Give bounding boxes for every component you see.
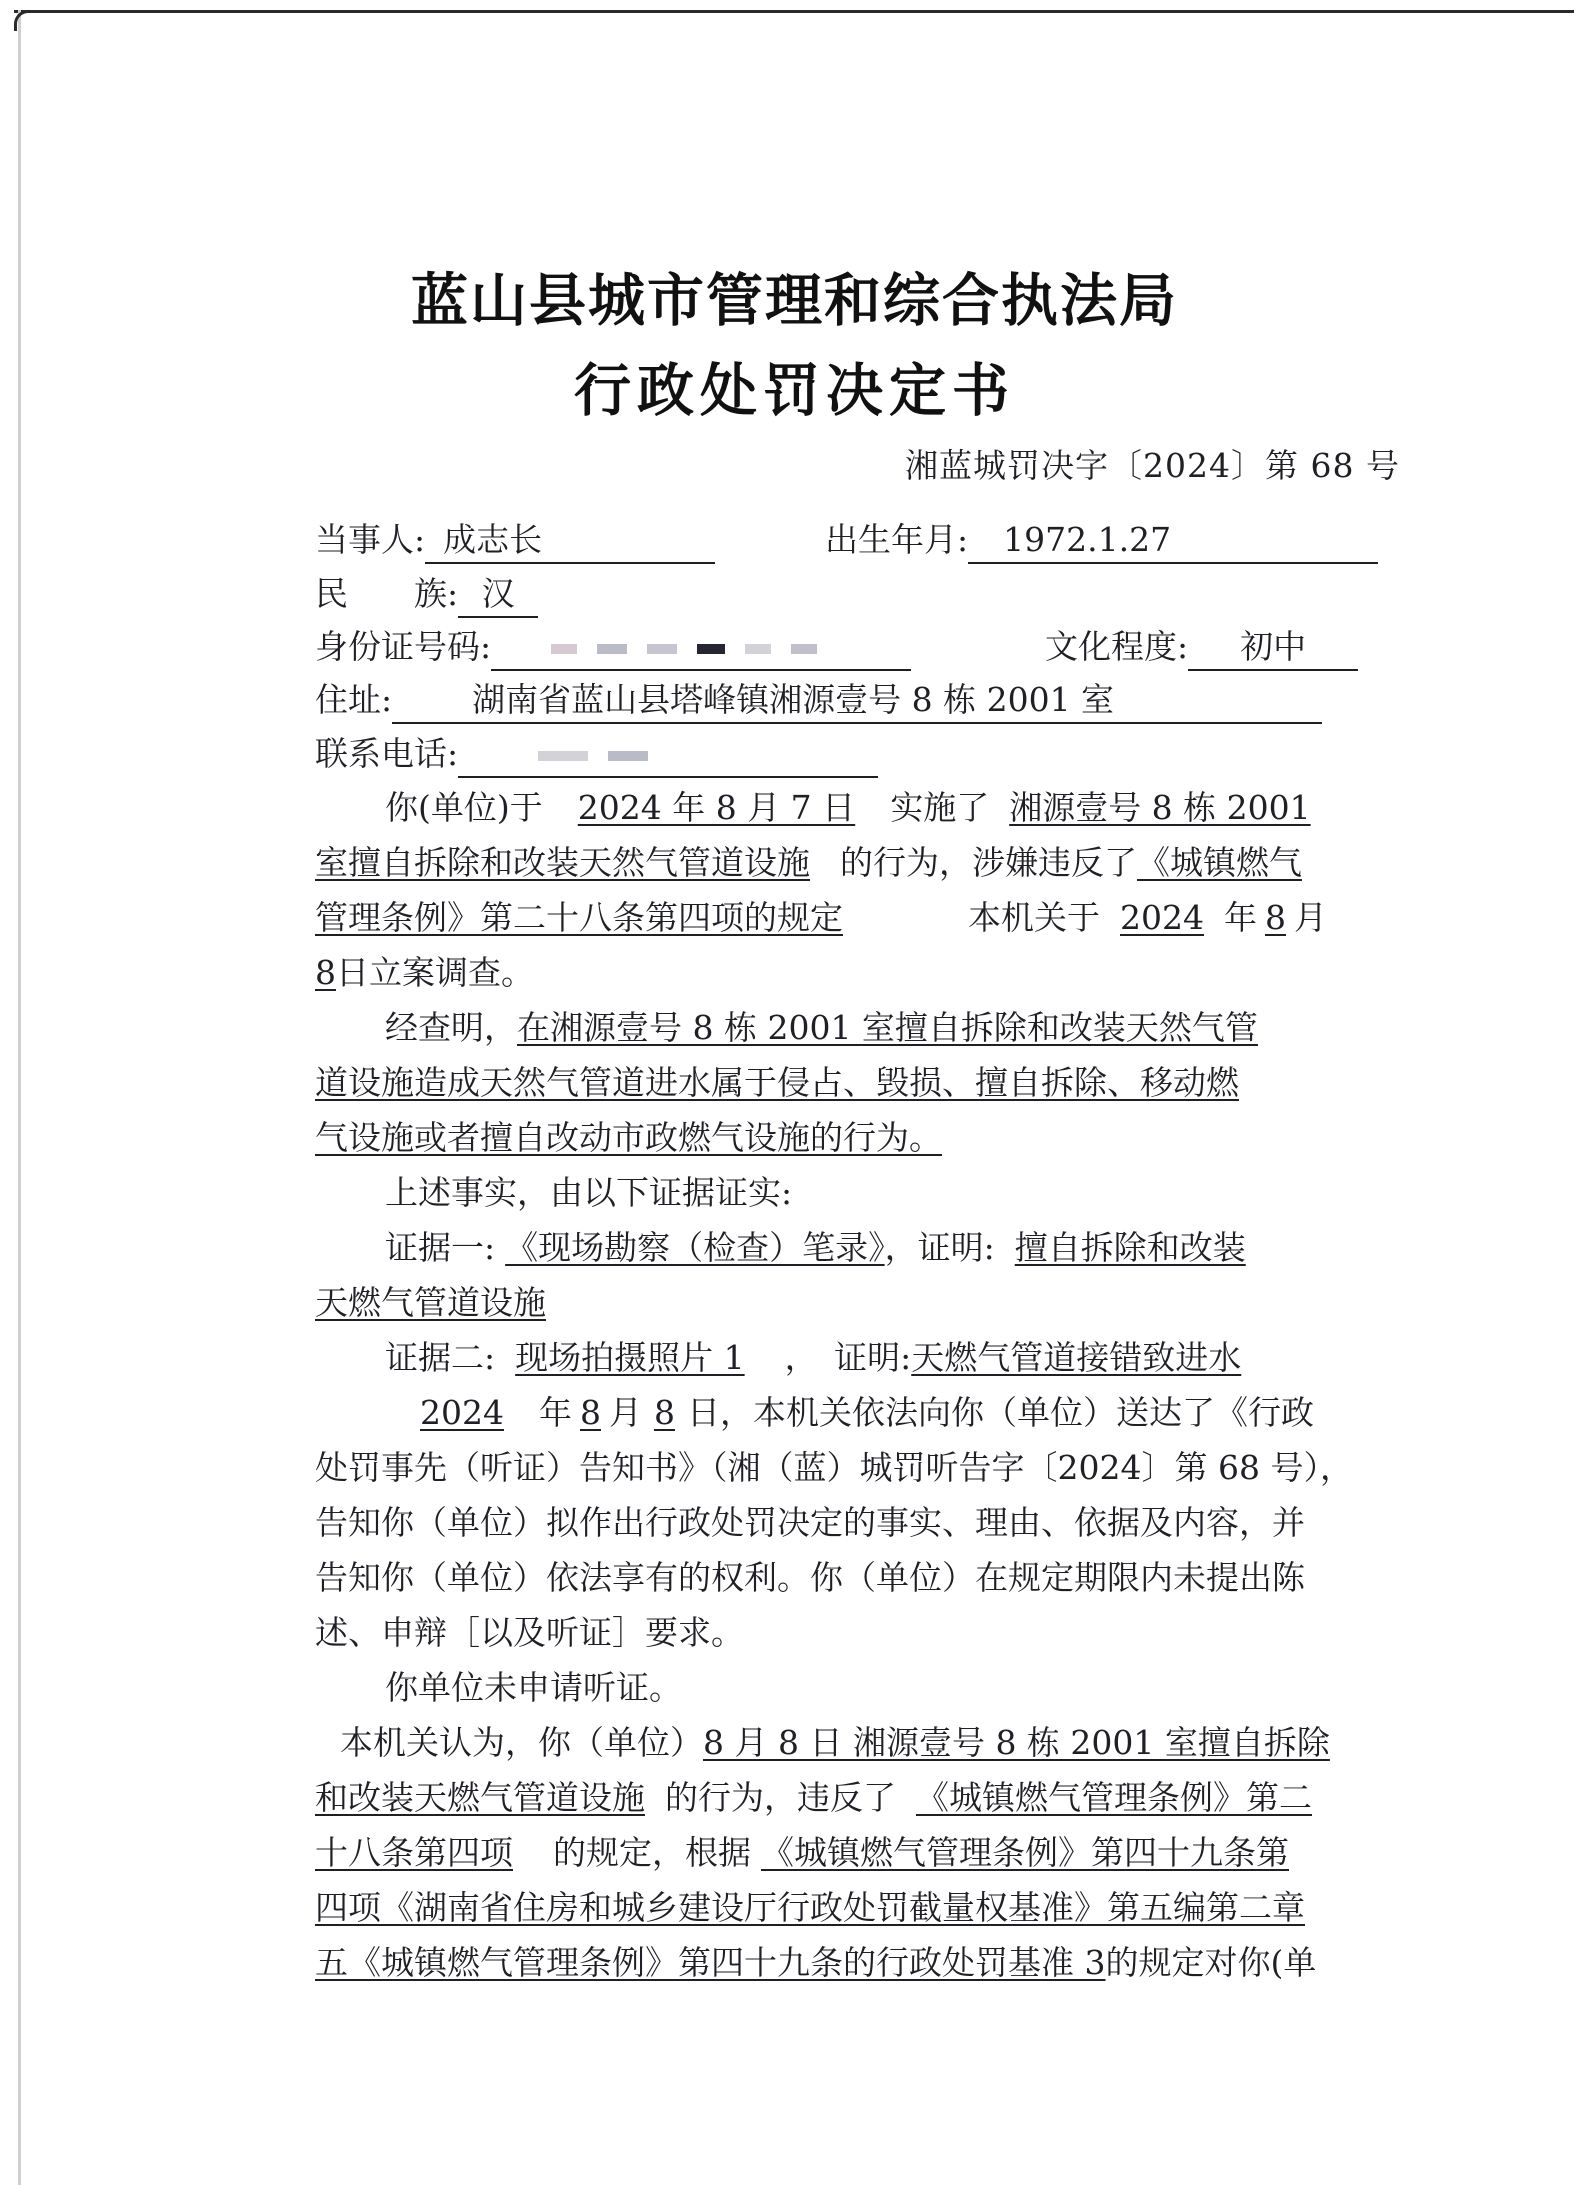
address-row bbox=[315, 678, 1322, 724]
text-segment: ， 证明: bbox=[784, 1338, 912, 1377]
text-segment: 你(单位)于 bbox=[385, 788, 543, 827]
agency-title: 蓝山县城市管理和综合执法局 bbox=[411, 267, 1178, 334]
text-segment: 日，本机关依法向你（单位）送达了《行政 bbox=[686, 1393, 1314, 1432]
para6-line1 bbox=[340, 1721, 1330, 1765]
evidence-1 bbox=[385, 1226, 1246, 1270]
violated-law: 《城镇燃气管理条例》第二 bbox=[916, 1778, 1312, 1817]
text-segment: 经查明， bbox=[385, 1008, 517, 1047]
address-label: 住址: bbox=[315, 680, 393, 719]
hearing-note: 你单位未申请听证。 bbox=[385, 1668, 682, 1707]
phone-redacted bbox=[458, 732, 878, 778]
act-date: 2024 年 8 月 7 日 bbox=[577, 788, 856, 827]
edu-value: 初中 bbox=[1188, 625, 1358, 671]
finding-cont: 道设施造成天然气管道进水属于侵占、毁损、擅自拆除、移动燃 bbox=[315, 1063, 1239, 1102]
id-row bbox=[315, 625, 911, 671]
para4-line2: 处罚事先（听证）告知书》（湘（蓝）城罚听告字〔2024〕第 68 号）， bbox=[315, 1448, 1353, 1487]
penalty-basis: 《城镇燃气管理条例》第四十九条第 bbox=[761, 1833, 1289, 1872]
birth-label: 出生年月: bbox=[825, 520, 969, 559]
para4-line3: 告知你（单位）拟作出行政处罚决定的事实、理由、依据及内容，并 bbox=[315, 1503, 1305, 1542]
law-ref-cont: 管理条例》第二十八条第四项的规定 bbox=[315, 898, 843, 937]
id-label: 身份证号码: bbox=[315, 627, 492, 666]
penalty-basis-cont: 四项《湖南省住房和城乡建设厅行政处罚截量权基准》第五编第二章 bbox=[315, 1888, 1305, 1927]
page-corner bbox=[14, 10, 35, 31]
case-day: 8 bbox=[315, 953, 336, 992]
text-segment: 本机关认为，你（单位） bbox=[340, 1723, 703, 1762]
evidence-1-proof: 擅自拆除和改装 bbox=[1014, 1228, 1246, 1267]
scan-edge bbox=[14, 10, 1574, 13]
text-segment: 的行为，涉嫌违反了 bbox=[840, 843, 1137, 882]
para6-line5 bbox=[315, 1941, 1316, 1985]
para4-line5: 述、申辩［以及听证］要求。 bbox=[315, 1613, 744, 1652]
evidence-1-doc: 《现场勘察（检查）笔录》 bbox=[505, 1228, 885, 1267]
party-name: 成志长 bbox=[425, 518, 715, 564]
para2-line3 bbox=[315, 1116, 1292, 1160]
phone-label: 联系电话: bbox=[315, 734, 459, 773]
notice-year: 2024 bbox=[420, 1393, 504, 1432]
text-segment: 证据二: bbox=[385, 1338, 496, 1377]
text-segment: ，证明: bbox=[884, 1228, 995, 1267]
id-number-redacted bbox=[491, 625, 911, 671]
evidence-2-proof: 天燃气管道接错致进水 bbox=[911, 1338, 1242, 1377]
text-segment: 本机关于 bbox=[968, 898, 1100, 937]
evidence-2 bbox=[385, 1336, 1241, 1380]
ethnic-row bbox=[315, 572, 538, 618]
case-month: 8 bbox=[1264, 898, 1286, 937]
para6-line4 bbox=[315, 1886, 1305, 1930]
para4-line4: 告知你（单位）依法享有的权利。你（单位）在规定期限内未提出陈 bbox=[315, 1558, 1305, 1597]
text-segment: 的行为，违反了 bbox=[665, 1778, 896, 1817]
text-segment: 证据一: bbox=[385, 1228, 496, 1267]
case-year: 2024 bbox=[1120, 898, 1204, 937]
text-segment: 月 bbox=[608, 1393, 642, 1432]
para2-line1 bbox=[385, 1006, 1258, 1050]
para1-line1 bbox=[385, 786, 1311, 830]
text-segment: 年 bbox=[538, 1393, 572, 1432]
phone-row bbox=[315, 732, 878, 778]
text-segment: 月 bbox=[1293, 898, 1327, 937]
para1-line2 bbox=[315, 841, 1302, 885]
finding-end: 气设施或者擅自改动市政燃气设施的行为。 bbox=[315, 1118, 942, 1157]
law-ref: 《城镇燃气 bbox=[1137, 843, 1302, 882]
act-description: 室擅自拆除和改装天然气管道设施 bbox=[315, 843, 810, 882]
violated-law-cont: 十八条第四项 bbox=[315, 1833, 513, 1872]
para1-line4 bbox=[315, 951, 534, 995]
evidence-2-doc: 现场拍摄照片 1 bbox=[515, 1338, 745, 1377]
notice-month: 8 bbox=[579, 1393, 601, 1432]
document-number: 湘蓝城罚决字〔2024〕第 68 号 bbox=[905, 446, 1400, 485]
finding: 在湘源壹号 8 栋 2001 室擅自拆除和改装天然气管 bbox=[517, 1008, 1258, 1047]
name-label: 当事人: bbox=[315, 520, 426, 559]
ethnic-label: 民 族: bbox=[315, 574, 459, 613]
para6-line2 bbox=[315, 1776, 1312, 1820]
text-segment: 的规定对你(单 bbox=[1105, 1943, 1317, 1982]
evidence-intro: 上述事实，由以下证据证实: bbox=[385, 1173, 793, 1212]
violation-desc: 8 月 8 日 湘源壹号 8 栋 2001 室擅自拆除 bbox=[703, 1723, 1330, 1762]
para2-line2 bbox=[315, 1061, 1239, 1105]
ethnic-value: 汉 bbox=[458, 572, 538, 618]
penalty-basis-end: 五《城镇燃气管理条例》第四十九条的行政处罚基准 3 bbox=[315, 1943, 1106, 1982]
evidence-1-cont bbox=[315, 1281, 1126, 1325]
para1-line3 bbox=[315, 896, 1327, 940]
address-value: 湖南省蓝山县塔峰镇湘源壹号 8 栋 2001 室 bbox=[392, 678, 1322, 724]
text-segment: 日立案调查。 bbox=[336, 953, 534, 992]
act-location: 湘源壹号 8 栋 2001 bbox=[1009, 788, 1311, 827]
violation-desc-cont: 和改装天燃气管道设施 bbox=[315, 1778, 645, 1817]
evidence-1-proof-cont: 天燃气管道设施 bbox=[315, 1283, 546, 1322]
party-name-row bbox=[315, 518, 715, 564]
notice-day: 8 bbox=[653, 1393, 675, 1432]
para6-line3 bbox=[315, 1831, 1289, 1875]
document-title: 行政处罚决定书 bbox=[574, 357, 1015, 424]
text-segment: 实施了 bbox=[890, 788, 990, 827]
edu-label: 文化程度: bbox=[1045, 627, 1189, 666]
birth-date: 1972.1.27 bbox=[968, 518, 1378, 564]
para4-line1 bbox=[385, 1391, 1314, 1435]
text-segment: 年 bbox=[1223, 898, 1257, 937]
text-segment: 的规定，根据 bbox=[553, 1833, 751, 1872]
education-row bbox=[1045, 625, 1358, 671]
birth-row bbox=[825, 518, 1378, 564]
